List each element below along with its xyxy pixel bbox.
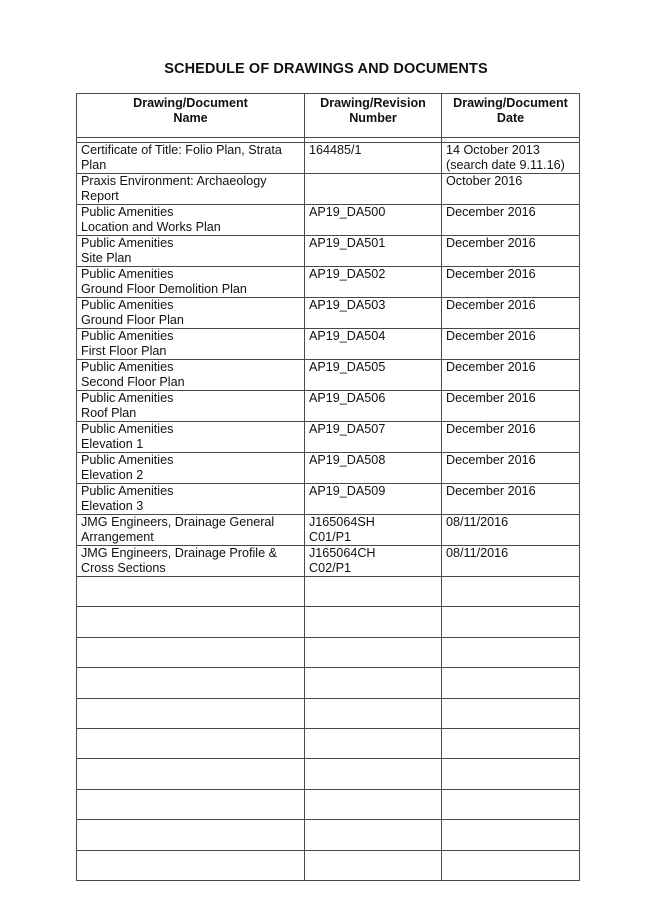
empty-table-row (77, 850, 580, 880)
table-row (77, 453, 580, 484)
drawing-name-cell: Public Amenities Second Floor Plan (77, 360, 305, 391)
table-row (77, 515, 580, 546)
document-date-cell: December 2016 (442, 360, 580, 391)
empty-cell (77, 728, 305, 758)
empty-cell (77, 850, 305, 880)
empty-cell (305, 789, 442, 819)
revision-number-cell: J165064CH C02/P1 (305, 546, 442, 577)
table-row (77, 298, 580, 329)
empty-cell (442, 698, 580, 728)
document-date-cell: December 2016 (442, 484, 580, 515)
document-date-cell: December 2016 (442, 298, 580, 329)
document-date-cell: December 2016 (442, 422, 580, 453)
revision-number-cell: AP19_DA505 (305, 360, 442, 391)
empty-cell (77, 577, 305, 607)
document-date-cell: October 2016 (442, 174, 580, 205)
document-date-cell: 08/11/2016 (442, 546, 580, 577)
empty-cell (305, 820, 442, 850)
document-date-cell: December 2016 (442, 205, 580, 236)
empty-table-row (77, 789, 580, 819)
header-document-date: Drawing/Document Date (442, 94, 580, 138)
drawing-name-cell: JMG Engineers, Drainage Profile & Cross Sections (77, 546, 305, 577)
empty-cell (442, 820, 580, 850)
table-row (77, 329, 580, 360)
empty-cell (77, 668, 305, 698)
table-row (77, 143, 580, 174)
drawing-name-cell: Public Amenities Elevation 1 (77, 422, 305, 453)
drawing-name-cell: Certificate of Title: Folio Plan, Strata Plan (77, 143, 305, 174)
revision-number-cell: AP19_DA502 (305, 267, 442, 298)
drawing-name-cell: Public Amenities First Floor Plan (77, 329, 305, 360)
empty-cell (305, 698, 442, 728)
empty-cell (305, 668, 442, 698)
empty-table-row (77, 577, 580, 607)
empty-cell (77, 698, 305, 728)
empty-cell (442, 637, 580, 667)
empty-cell (77, 820, 305, 850)
revision-number-cell: AP19_DA507 (305, 422, 442, 453)
drawing-name-cell: JMG Engineers, Drainage General Arrangement (77, 515, 305, 546)
empty-table-row (77, 759, 580, 789)
empty-cell (442, 668, 580, 698)
table-row (77, 174, 580, 205)
drawing-name-cell: Public Amenities Ground Floor Demolition Plan (77, 267, 305, 298)
table-header-row (77, 94, 580, 138)
empty-table-row (77, 668, 580, 698)
empty-cell (305, 759, 442, 789)
drawing-name-cell: Public Amenities Roof Plan (77, 391, 305, 422)
empty-cell (305, 637, 442, 667)
document-date-cell: December 2016 (442, 329, 580, 360)
empty-cell (305, 728, 442, 758)
empty-cell (442, 789, 580, 819)
revision-number-cell: AP19_DA504 (305, 329, 442, 360)
empty-table-row (77, 728, 580, 758)
empty-cell (77, 789, 305, 819)
empty-cell (77, 759, 305, 789)
page-title: SCHEDULE OF DRAWINGS AND DOCUMENTS (164, 61, 488, 77)
empty-table-row (77, 637, 580, 667)
header-revision-number: Drawing/Revision Number (305, 94, 442, 138)
table-row (77, 360, 580, 391)
revision-number-cell (305, 174, 442, 205)
document-date-cell: 08/11/2016 (442, 515, 580, 546)
table-row (77, 546, 580, 577)
table-row (77, 484, 580, 515)
drawing-name-cell: Public Amenities Ground Floor Plan (77, 298, 305, 329)
empty-cell (305, 607, 442, 637)
empty-cell (442, 577, 580, 607)
revision-number-cell: AP19_DA506 (305, 391, 442, 422)
empty-cell (305, 577, 442, 607)
empty-table-row (77, 698, 580, 728)
table-row (77, 391, 580, 422)
drawing-name-cell: Public Amenities Location and Works Plan (77, 205, 305, 236)
revision-number-cell: J165064SH C01/P1 (305, 515, 442, 546)
document-date-cell: December 2016 (442, 453, 580, 484)
empty-cell (442, 759, 580, 789)
revision-number-cell: AP19_DA501 (305, 236, 442, 267)
empty-cell (442, 607, 580, 637)
revision-number-cell: AP19_DA508 (305, 453, 442, 484)
document-date-cell: December 2016 (442, 267, 580, 298)
revision-number-cell: AP19_DA509 (305, 484, 442, 515)
empty-table-row (77, 820, 580, 850)
drawing-name-cell: Public Amenities Elevation 2 (77, 453, 305, 484)
empty-cell (442, 850, 580, 880)
document-date-cell: December 2016 (442, 391, 580, 422)
drawing-name-cell: Praxis Environment: Archaeology Report (77, 174, 305, 205)
table-row (77, 422, 580, 453)
empty-cell (77, 607, 305, 637)
revision-number-cell: AP19_DA503 (305, 298, 442, 329)
revision-number-cell: AP19_DA500 (305, 205, 442, 236)
header-drawing-name: Drawing/Document Name (77, 94, 305, 138)
empty-table-row (77, 607, 580, 637)
document-date-cell: December 2016 (442, 236, 580, 267)
empty-cell (77, 637, 305, 667)
revision-number-cell: 164485/1 (305, 143, 442, 174)
drawing-name-cell: Public Amenities Site Plan (77, 236, 305, 267)
table-row (77, 205, 580, 236)
table-row (77, 236, 580, 267)
drawing-name-cell: Public Amenities Elevation 3 (77, 484, 305, 515)
empty-cell (305, 850, 442, 880)
table-row (77, 267, 580, 298)
empty-cell (442, 728, 580, 758)
drawings-schedule-table (76, 93, 580, 881)
document-date-cell: 14 October 2013 (search date 9.11.16) (442, 143, 580, 174)
